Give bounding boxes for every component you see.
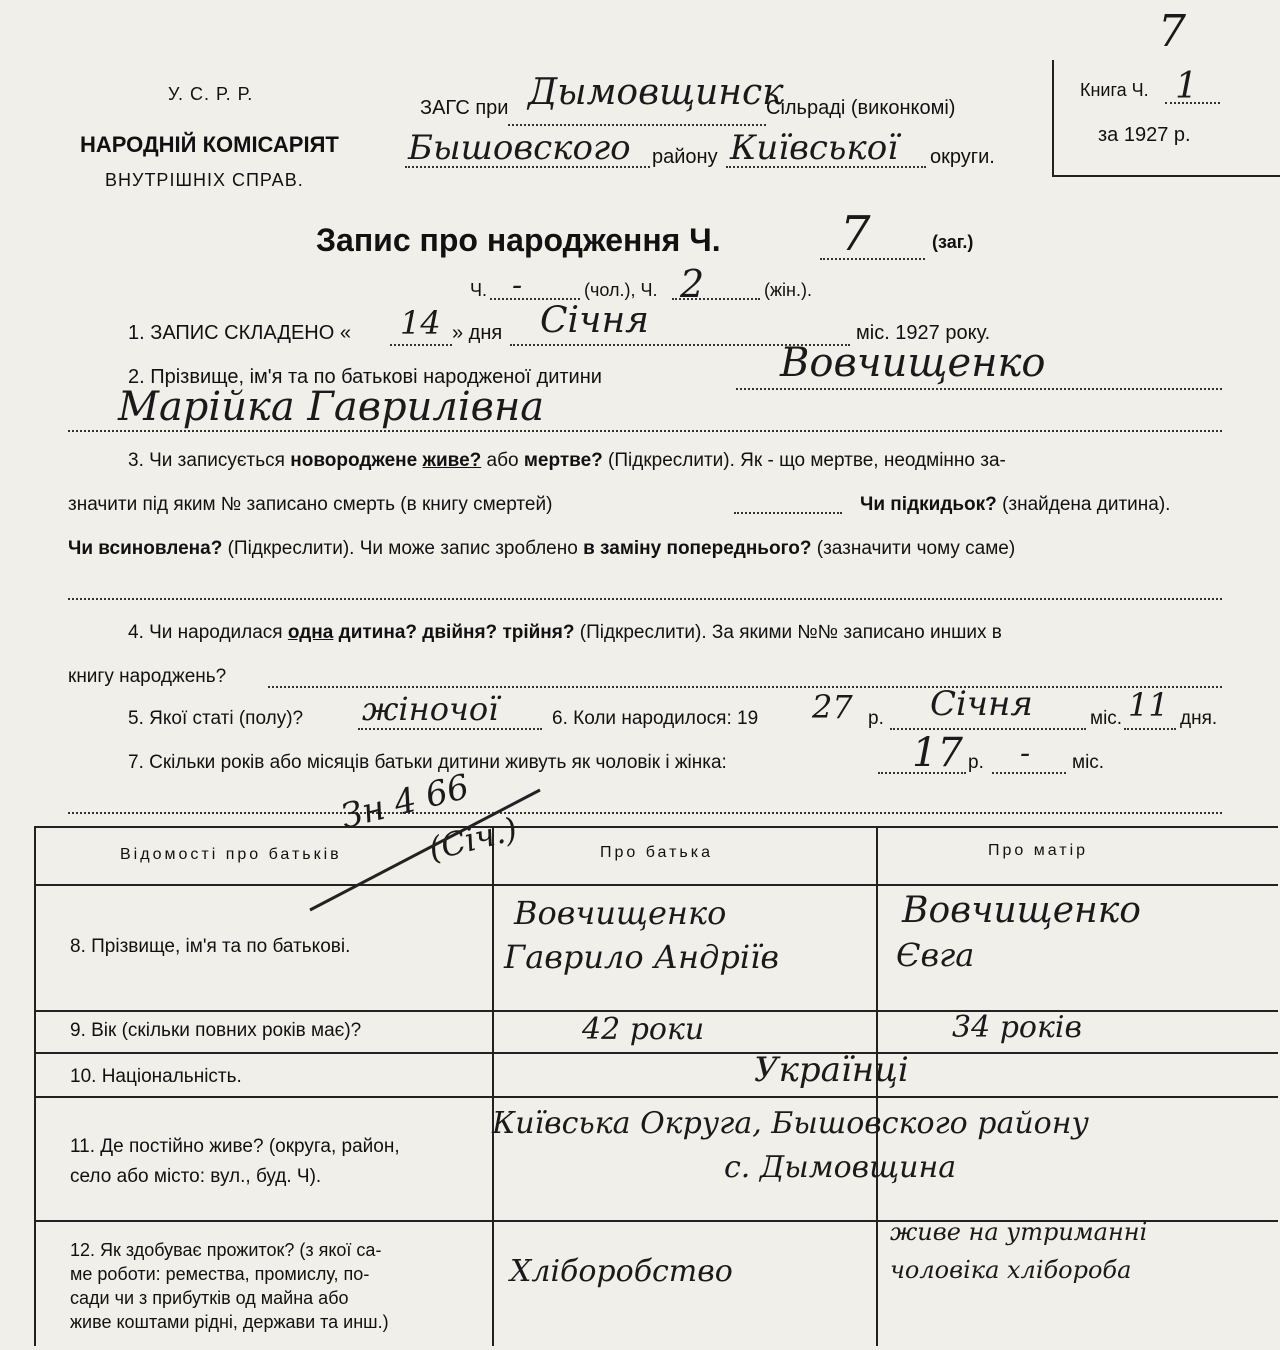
item3-adopted: Чи всиновлена? xyxy=(68,538,223,559)
item3-dead: мертве? xyxy=(523,450,603,471)
male-count: - xyxy=(512,268,523,303)
record-month: Січня xyxy=(540,300,650,341)
female-count: 2 xyxy=(680,262,705,306)
book-box xyxy=(1052,60,1280,177)
row12-label-line3: сади чи з прибутків од майна або xyxy=(70,1288,349,1308)
marriage-months: - xyxy=(1020,736,1031,771)
item3-foundling: Чи підкидьок? xyxy=(860,494,997,515)
book-year: за 1927 р. xyxy=(1098,124,1191,146)
annotation-month: (Січ.) xyxy=(424,809,522,869)
row12-label-line4: живе коштами рідні, держави та инш.) xyxy=(70,1312,389,1332)
residence-line2: с. Дымовщина xyxy=(724,1150,957,1185)
item3-line1 xyxy=(128,450,1006,472)
record-day: 14 xyxy=(400,304,441,342)
father-surname: Вовчищенко xyxy=(514,894,727,932)
item5-label: 5. Якої статі (полу)? xyxy=(128,708,304,729)
sex-value: жіночої xyxy=(362,690,499,728)
item2-label: 2. Прізвище, ім'я та по батькові народженої дитини xyxy=(128,366,602,388)
village-council-label: Сільраді (виконкомі) xyxy=(766,97,956,119)
item3-or: або xyxy=(486,450,519,471)
item3-found-child: (знайдена дитина). xyxy=(1002,494,1171,515)
table-top-border xyxy=(34,826,1278,828)
birth-month-label: міс. xyxy=(1090,708,1123,729)
okrug-value: Київської xyxy=(730,128,899,168)
birth-year-r: р. xyxy=(868,708,884,729)
item3-alive: живе? xyxy=(422,450,482,471)
item1-label: 1. ЗАПИС СКЛАДЕНО « xyxy=(128,322,351,344)
row12-label xyxy=(70,1238,389,1334)
item7-underline xyxy=(68,812,1222,814)
zags-prefix: ЗАГС при xyxy=(420,97,509,119)
birth-month: Січня xyxy=(930,684,1033,724)
parents-table xyxy=(34,826,1278,1346)
district-value: Бышовского xyxy=(408,128,631,168)
death-number-underline xyxy=(734,512,842,514)
record-number: 7 xyxy=(840,206,871,262)
commissariat-label: НАРОДНІЙ КОМІСАРІЯТ xyxy=(80,132,339,157)
ussr-label: У. С. Р. Р. xyxy=(168,84,254,104)
nationality: Українці xyxy=(754,1050,909,1090)
birth-day-label: дня. xyxy=(1180,708,1218,729)
item4-single: одна xyxy=(287,622,334,643)
okrug-underline xyxy=(726,166,926,168)
annotation-number: Зн 4 66 xyxy=(337,766,474,838)
father-age: 42 роки xyxy=(582,1012,705,1047)
zags-underline xyxy=(508,124,766,126)
record-title: Запис про народження Ч. xyxy=(316,222,721,258)
table-col1-border xyxy=(492,826,494,1346)
corner-mark: 7 xyxy=(1158,6,1186,57)
header-mother: Про матір xyxy=(988,842,1089,859)
marriage-months-underline xyxy=(992,772,1066,774)
child-name: Марійка Гаврилівна xyxy=(118,384,545,430)
birth-label: 6. Коли народилося: 19 xyxy=(552,708,759,729)
item4-l1d: (Підкреслити). За якими №№ записано инших в xyxy=(579,622,1002,643)
item3-line3 xyxy=(68,538,1015,560)
item4-line2: книгу народжень? xyxy=(68,666,227,687)
child-surname: Вовчищенко xyxy=(780,340,1046,386)
mother-name: Євга xyxy=(896,936,975,974)
item3-replacement: в заміну попереднього? xyxy=(583,538,812,559)
marriage-years-underline xyxy=(878,772,966,774)
item4-underline xyxy=(268,686,1222,688)
row12-label-line1: 12. Як здобуває прожиток? (з якої са- xyxy=(70,1240,382,1260)
father-occupation: Хліборобство xyxy=(510,1254,733,1289)
item3-l3d: (зазначити чому саме) xyxy=(816,538,1016,559)
item4-l1a: 4. Чи народилася xyxy=(128,622,283,643)
male-ch-label: Ч. xyxy=(470,280,487,300)
marriage-years-label: р. xyxy=(968,752,984,773)
book-underline xyxy=(1165,102,1220,104)
item4-child-options: дитина? двійня? трійня? xyxy=(338,622,575,643)
female-underline xyxy=(672,298,760,300)
birth-year: 27 xyxy=(812,688,853,726)
row11-label-line2: село або місто: вул., буд. Ч). xyxy=(70,1166,322,1187)
child-surname-underline xyxy=(736,388,1222,390)
item3-l2a: значити під яким № записано смерть (в книгу смертей) xyxy=(68,494,553,515)
book-label: Книга Ч. xyxy=(1080,80,1149,100)
item3-line2-right xyxy=(860,494,1170,516)
row9-label: 9. Вік (скільки повних років має)? xyxy=(70,1020,362,1041)
record-year: міс. 1927 року. xyxy=(856,322,991,344)
marriage-months-label: міс. xyxy=(1072,752,1105,773)
mother-occupation-line1: живе на утриманні xyxy=(890,1218,1148,1246)
mother-surname: Вовчищенко xyxy=(902,890,1141,931)
female-label: (жін.). xyxy=(764,280,812,300)
row10-label: 10. Національність. xyxy=(70,1066,242,1087)
item7-label: 7. Скільки років або місяців батьки дитини живуть як чоловік і жінка: xyxy=(128,752,727,773)
zags-value: Дымовщинск xyxy=(528,72,784,113)
item3-l1f: (Підкреслити). Як - що мертве, неодмінно за- xyxy=(608,450,1006,471)
district-underline xyxy=(405,166,650,168)
birth-day: 11 xyxy=(1128,686,1169,724)
item3-underline xyxy=(68,598,1222,600)
record-zag: (заг.) xyxy=(932,232,974,252)
book-value: 1 xyxy=(1175,66,1198,107)
sex-underline xyxy=(358,728,542,730)
record-number-underline xyxy=(820,258,925,260)
table-left-border xyxy=(34,826,36,1346)
birth-day-underline xyxy=(1124,728,1176,730)
row12-label-line2: ме роботи: ремества, промислу, по- xyxy=(70,1264,370,1284)
item3-l3b: (Підкреслити). Чи може запис зроблено xyxy=(227,538,578,559)
table-header-border xyxy=(34,884,1278,886)
row9-border xyxy=(34,1052,1278,1054)
row10-border xyxy=(34,1096,1278,1098)
father-name: Гаврило Андріїв xyxy=(504,938,779,976)
row8-label: 8. Прізвище, ім'я та по батькові. xyxy=(70,936,351,957)
child-name-underline xyxy=(68,430,1222,432)
mother-age: 34 років xyxy=(952,1010,1082,1045)
header-parents-info: Відомості про батьків xyxy=(120,846,342,863)
okrug-label: округи. xyxy=(930,146,995,168)
item4-line1 xyxy=(128,622,1002,644)
row11-label xyxy=(70,1132,400,1192)
row11-label-line1: 11. Де постійно живе? (округа, район, xyxy=(70,1136,400,1157)
item3-newborn: новороджене xyxy=(290,450,418,471)
header-father: Про батька xyxy=(600,844,713,861)
item3-line2 xyxy=(68,494,552,516)
item3-l1a: 3. Чи записується xyxy=(128,450,285,471)
mother-occupation-line2: чоловіка хлібороба xyxy=(890,1256,1132,1284)
internal-affairs-label: ВНУТРІШНІХ СПРАВ. xyxy=(105,170,304,190)
district-label: району xyxy=(652,146,718,168)
record-day-underline xyxy=(390,344,452,346)
day-suffix: » дня xyxy=(452,322,503,344)
male-label: (чол.), Ч. xyxy=(584,280,658,300)
marriage-years: 17 xyxy=(912,730,963,776)
residence-line1: Київська Округа, Бышовского району xyxy=(492,1106,1089,1141)
